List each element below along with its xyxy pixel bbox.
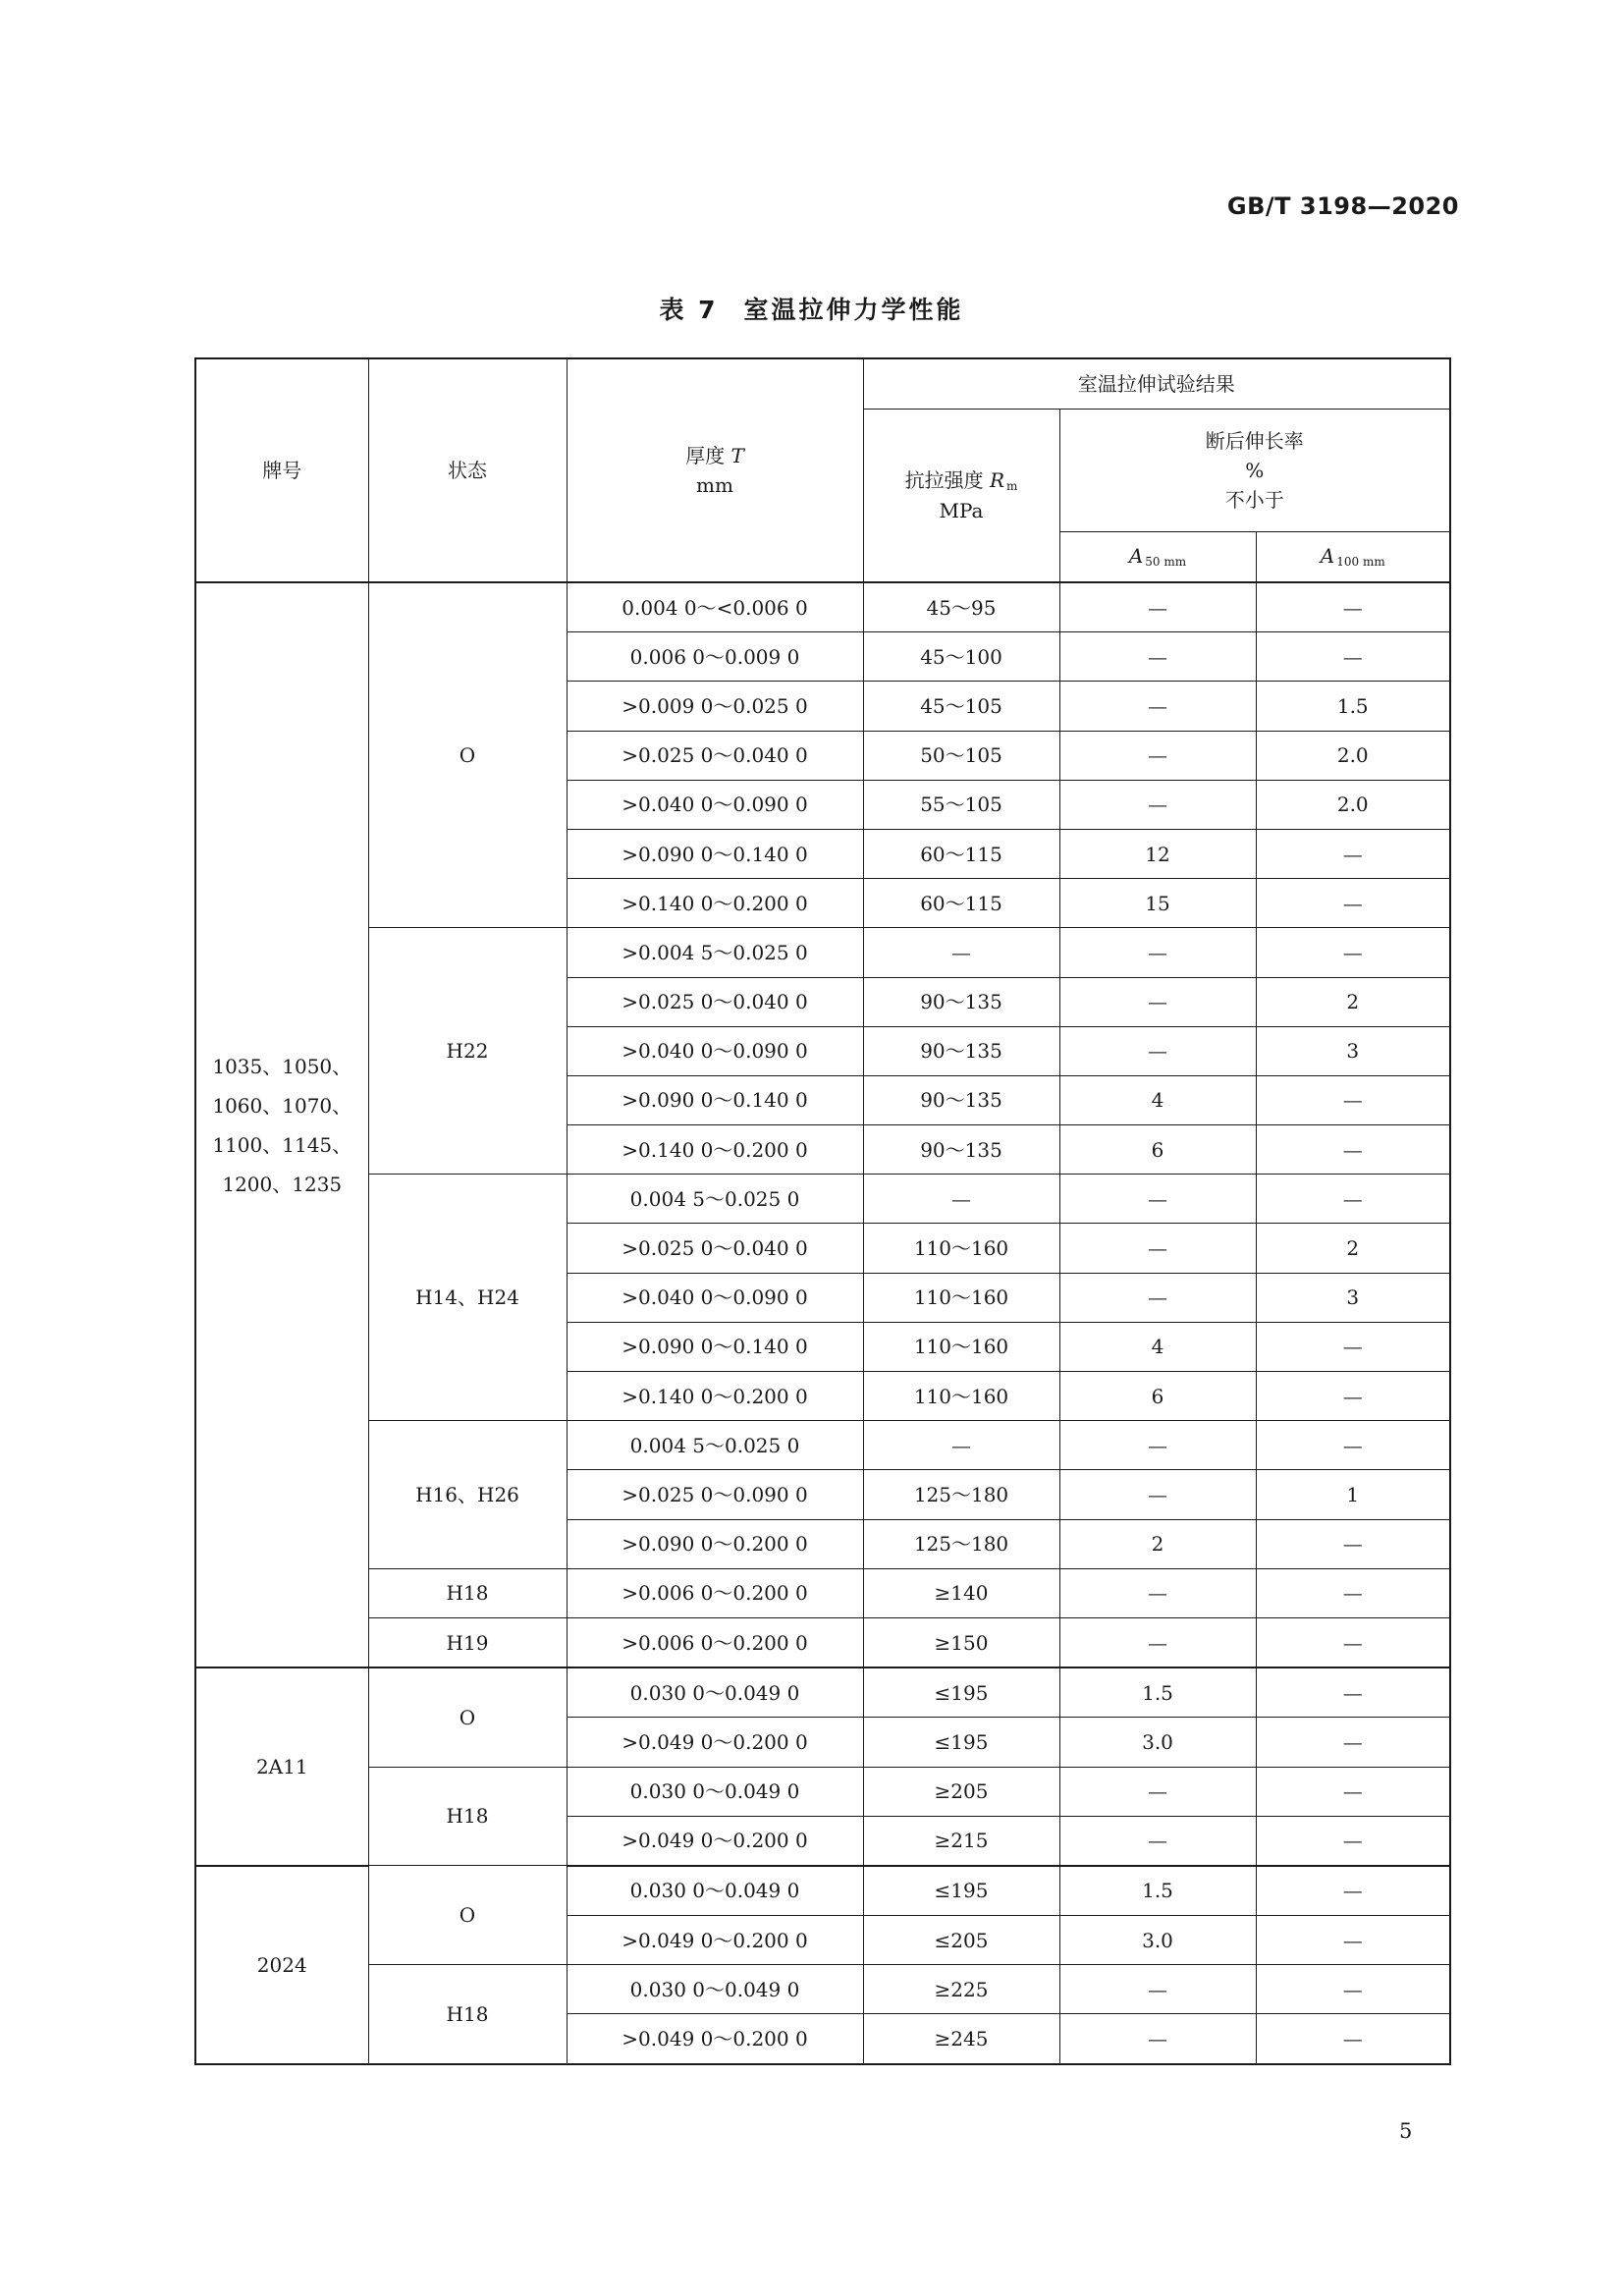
tensile-cell: 45～105 — [863, 682, 1059, 731]
thickness-cell: >0.049 0～0.200 0 — [567, 1916, 863, 1965]
a50-cell: — — [1059, 582, 1256, 632]
a100-cell: — — [1256, 1916, 1450, 1965]
tensile-cell: 55～105 — [863, 780, 1059, 829]
tensile-cell: — — [863, 1175, 1059, 1224]
table-row — [195, 928, 1450, 977]
a50-cell: 4 — [1059, 1075, 1256, 1124]
state-cell: O — [368, 582, 567, 928]
a100-cell: — — [1256, 1519, 1450, 1568]
tensile-subscript: m — [1006, 478, 1018, 493]
brand-cell — [195, 1866, 368, 2064]
thickness-cell: >0.090 0～0.140 0 — [567, 829, 863, 878]
a50-cell: — — [1059, 780, 1256, 829]
table-header — [195, 358, 1450, 582]
brand-line: 1060、1070、 — [212, 1093, 352, 1118]
table-title — [0, 291, 1623, 326]
tensile-cell: 90～135 — [863, 1125, 1059, 1175]
a100-cell: — — [1256, 928, 1450, 977]
tensile-cell: 60～115 — [863, 829, 1059, 878]
a50-cell: 1.5 — [1059, 1866, 1256, 1916]
thickness-cell: >0.040 0～0.090 0 — [567, 780, 863, 829]
thickness-cell: >0.140 0～0.200 0 — [567, 1125, 863, 1175]
state-cell: H16、H26 — [368, 1421, 567, 1569]
tensile-cell: 60～115 — [863, 879, 1059, 928]
thickness-cell: >0.090 0～0.140 0 — [567, 1075, 863, 1124]
a50-cell: — — [1059, 1965, 1256, 2014]
thickness-cell: >0.049 0～0.200 0 — [567, 1816, 863, 1866]
a100-cell: 3 — [1256, 1026, 1450, 1075]
a50-cell: — — [1059, 682, 1256, 731]
thickness-cell: >0.025 0～0.040 0 — [567, 977, 863, 1026]
a50-cell: — — [1059, 731, 1256, 780]
tensile-cell: ≤195 — [863, 1866, 1059, 1916]
thickness-cell: >0.090 0～0.200 0 — [567, 1519, 863, 1568]
col-a100-header — [1256, 532, 1450, 583]
thickness-cell: >0.025 0～0.040 0 — [567, 1224, 863, 1273]
a100-cell: — — [1256, 1816, 1450, 1866]
brand-line: 1200、1235 — [222, 1172, 343, 1196]
thickness-cell: >0.090 0～0.140 0 — [567, 1322, 863, 1371]
thickness-unit: mm — [696, 473, 733, 497]
a100-symbol: A — [1320, 544, 1335, 569]
a100-cell: — — [1256, 1617, 1450, 1667]
mechanical-properties-table — [194, 357, 1451, 2065]
thickness-cell: 0.004 5～0.025 0 — [567, 1421, 863, 1470]
a50-cell: — — [1059, 2014, 1256, 2064]
a100-cell: — — [1256, 632, 1450, 682]
tensile-cell: — — [863, 928, 1059, 977]
thickness-cell: >0.140 0～0.200 0 — [567, 1372, 863, 1421]
tensile-symbol: R — [989, 467, 1005, 492]
a50-cell: — — [1059, 1767, 1256, 1816]
a100-cell: — — [1256, 1175, 1450, 1224]
a100-cell: — — [1256, 1965, 1450, 2014]
a50-cell: — — [1059, 977, 1256, 1026]
a100-cell: — — [1256, 829, 1450, 878]
thickness-cell: >0.049 0～0.200 0 — [567, 2014, 863, 2064]
a50-cell: — — [1059, 632, 1256, 682]
tensile-cell: 110～160 — [863, 1273, 1059, 1322]
a50-cell: — — [1059, 1224, 1256, 1273]
a100-cell: 1.5 — [1256, 682, 1450, 731]
a50-cell: 15 — [1059, 879, 1256, 928]
state-cell: H14、H24 — [368, 1175, 567, 1421]
a50-cell: 1.5 — [1059, 1667, 1256, 1718]
table-row — [195, 1568, 1450, 1617]
state-cell: H19 — [368, 1617, 567, 1667]
a100-cell: 1 — [1256, 1470, 1450, 1519]
brand-cell — [195, 582, 368, 1667]
thickness-cell: 0.006 0～0.009 0 — [567, 632, 863, 682]
table-row — [195, 1175, 1450, 1224]
table-row — [195, 1617, 1450, 1667]
tensile-cell: ≤195 — [863, 1718, 1059, 1767]
tensile-cell: ≥225 — [863, 1965, 1059, 2014]
a50-cell: — — [1059, 1470, 1256, 1519]
tensile-unit: MPa — [939, 499, 984, 523]
table-row — [195, 582, 1450, 632]
a100-cell: — — [1256, 582, 1450, 632]
a50-subscript: 50 mm — [1145, 555, 1187, 570]
col-results-group-header: 室温拉伸试验结果 — [863, 358, 1450, 410]
a50-cell: 2 — [1059, 1519, 1256, 1568]
col-state-header: 状态 — [368, 358, 567, 582]
col-a50-header — [1059, 532, 1256, 583]
thickness-cell: >0.040 0～0.090 0 — [567, 1026, 863, 1075]
tensile-cell: ≥215 — [863, 1816, 1059, 1866]
tensile-cell: ≥245 — [863, 2014, 1059, 2064]
tensile-cell: 50～105 — [863, 731, 1059, 780]
a100-cell: — — [1256, 1568, 1450, 1617]
a50-cell: — — [1059, 928, 1256, 977]
a50-symbol: A — [1128, 544, 1144, 569]
tensile-cell: 125～180 — [863, 1470, 1059, 1519]
a100-cell: 2.0 — [1256, 731, 1450, 780]
thickness-label: 厚度 — [685, 444, 726, 467]
tensile-cell: 110～160 — [863, 1224, 1059, 1273]
a50-cell: — — [1059, 1568, 1256, 1617]
a100-cell: 2.0 — [1256, 780, 1450, 829]
tensile-cell: 125～180 — [863, 1519, 1059, 1568]
a100-cell: — — [1256, 1372, 1450, 1421]
a100-cell: — — [1256, 879, 1450, 928]
elongation-unit: % — [1245, 459, 1265, 482]
a50-cell: — — [1059, 1273, 1256, 1322]
thickness-cell: >0.006 0～0.200 0 — [567, 1617, 863, 1667]
tensile-cell: ≥205 — [863, 1767, 1059, 1816]
thickness-cell: 0.004 0～<0.006 0 — [567, 582, 863, 632]
tensile-cell: 90～135 — [863, 977, 1059, 1026]
a50-cell: — — [1059, 1816, 1256, 1866]
a100-cell: — — [1256, 2014, 1450, 2064]
thickness-cell: >0.140 0～0.200 0 — [567, 879, 863, 928]
state-cell: H18 — [368, 1568, 567, 1617]
a100-cell: 2 — [1256, 1224, 1450, 1273]
a50-cell: 3.0 — [1059, 1916, 1256, 1965]
tensile-cell: ≥150 — [863, 1617, 1059, 1667]
a50-cell: — — [1059, 1026, 1256, 1075]
table-row — [195, 1421, 1450, 1470]
table-title-number: 表 7 — [659, 296, 719, 324]
page-number: 5 — [1399, 2119, 1413, 2143]
brand-line: 2A11 — [255, 1755, 308, 1778]
thickness-cell: >0.025 0～0.090 0 — [567, 1470, 863, 1519]
a50-cell: — — [1059, 1421, 1256, 1470]
tensile-cell: 90～135 — [863, 1026, 1059, 1075]
tensile-cell: 110～160 — [863, 1322, 1059, 1371]
a100-cell: — — [1256, 1075, 1450, 1124]
a100-cell: 3 — [1256, 1273, 1450, 1322]
a100-subscript: 100 mm — [1336, 555, 1385, 570]
state-cell: H22 — [368, 928, 567, 1175]
tensile-cell: 110～160 — [863, 1372, 1059, 1421]
standard-number: GB/T 3198—2020 — [1226, 192, 1459, 220]
tensile-label: 抗拉强度 — [904, 467, 984, 492]
state-cell: H18 — [368, 1965, 567, 2064]
table-row — [195, 1667, 1450, 1718]
thickness-symbol: T — [730, 444, 744, 467]
a50-cell: 6 — [1059, 1372, 1256, 1421]
brand-line: 1100、1145、 — [212, 1132, 352, 1157]
thickness-cell: >0.009 0～0.025 0 — [567, 682, 863, 731]
brand-line: 2024 — [256, 1952, 307, 1977]
table-row — [195, 1866, 1450, 1916]
tensile-cell: ≥140 — [863, 1568, 1059, 1617]
tensile-cell: ≤205 — [863, 1916, 1059, 1965]
a50-cell: — — [1059, 1175, 1256, 1224]
col-elongation-header — [1059, 410, 1450, 532]
tensile-cell: 45～100 — [863, 632, 1059, 682]
elongation-label: 断后伸长率 — [1205, 429, 1304, 453]
state-cell: O — [368, 1667, 567, 1767]
thickness-cell: >0.004 5～0.025 0 — [567, 928, 863, 977]
thickness-cell: 0.030 0～0.049 0 — [567, 1767, 863, 1816]
tensile-cell: ≤195 — [863, 1667, 1059, 1718]
a50-cell: — — [1059, 1617, 1256, 1667]
tensile-cell: 90～135 — [863, 1075, 1059, 1124]
thickness-cell: 0.004 5～0.025 0 — [567, 1175, 863, 1224]
table-title-text: 室温拉伸力学性能 — [743, 296, 964, 324]
thickness-cell: >0.025 0～0.040 0 — [567, 731, 863, 780]
a50-cell: 6 — [1059, 1125, 1256, 1175]
a50-cell: 4 — [1059, 1322, 1256, 1371]
brand-cell — [195, 1667, 368, 1866]
thickness-cell: >0.049 0～0.200 0 — [567, 1718, 863, 1767]
a100-cell: — — [1256, 1421, 1450, 1470]
table-body — [195, 582, 1450, 2064]
brand-line: 1035、1050、 — [212, 1054, 352, 1078]
state-cell: O — [368, 1866, 567, 1965]
col-tensile-header — [863, 410, 1059, 583]
thickness-cell: >0.040 0～0.090 0 — [567, 1273, 863, 1322]
thickness-cell: 0.030 0～0.049 0 — [567, 1866, 863, 1916]
thickness-cell: >0.006 0～0.200 0 — [567, 1568, 863, 1617]
a100-cell: — — [1256, 1322, 1450, 1371]
table-row — [195, 1767, 1450, 1816]
a100-cell: — — [1256, 1125, 1450, 1175]
tensile-cell: 45～95 — [863, 582, 1059, 632]
a100-cell: — — [1256, 1718, 1450, 1767]
col-thickness-header — [567, 358, 863, 582]
tensile-cell: — — [863, 1421, 1059, 1470]
col-brand-header: 牌号 — [195, 358, 368, 582]
a100-cell: 2 — [1256, 977, 1450, 1026]
state-cell: H18 — [368, 1767, 567, 1866]
a100-cell: — — [1256, 1866, 1450, 1916]
a50-cell: 3.0 — [1059, 1718, 1256, 1767]
elongation-min-note: 不小于 — [1224, 488, 1284, 512]
a100-cell: — — [1256, 1667, 1450, 1718]
thickness-cell: 0.030 0～0.049 0 — [567, 1667, 863, 1718]
thickness-cell: 0.030 0～0.049 0 — [567, 1965, 863, 2014]
a100-cell: — — [1256, 1767, 1450, 1816]
a50-cell: 12 — [1059, 829, 1256, 878]
table-row — [195, 1965, 1450, 2014]
